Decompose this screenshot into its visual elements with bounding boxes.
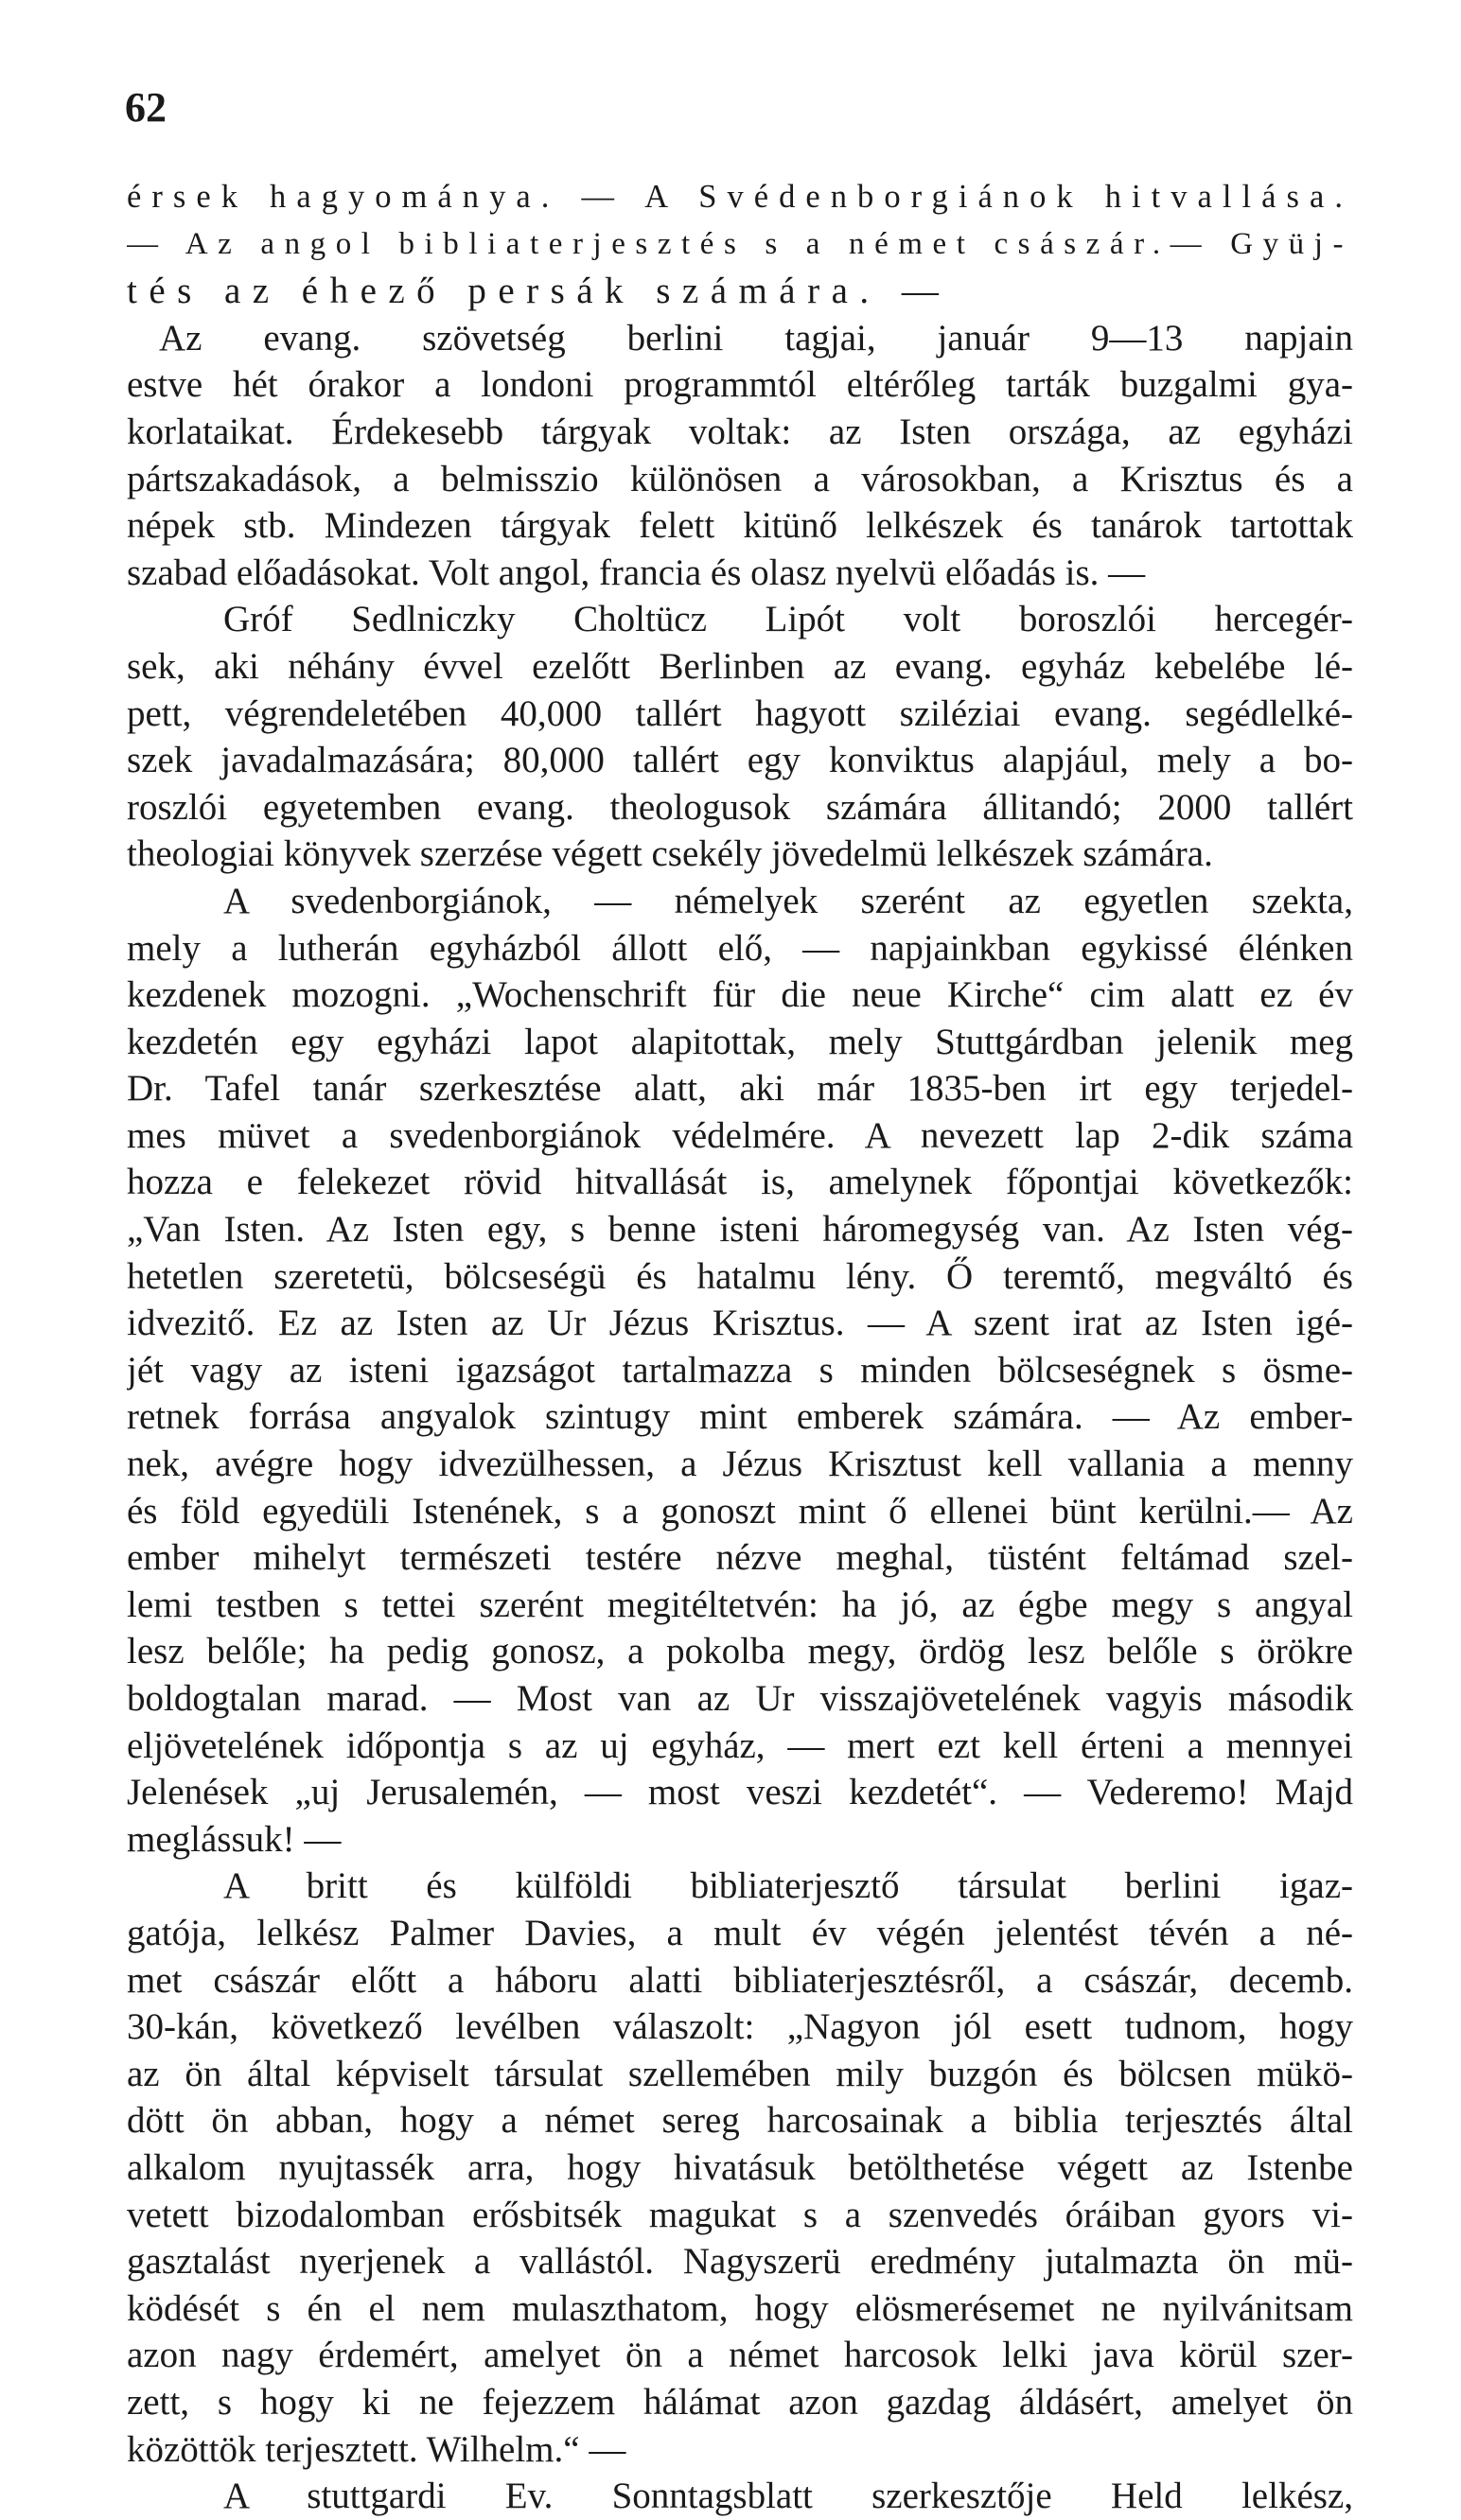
text-line: idvezitő. Ez az Isten az Ur Jézus Krisztus. — A szent irat az Isten igé- xyxy=(127,1303,1353,1344)
text-line: pett, végrendeletében 40,000 tallért hagyott sziléziai evang. segédlelké- xyxy=(127,692,1353,734)
body-text xyxy=(127,174,1353,2520)
text-line: dött ön abban, hogy a német sereg harcosainak a biblia terjesztés által xyxy=(127,2100,1353,2142)
text-line: korlataikat. Érdekesebb tárgyak voltak: az Isten országa, az egyházi xyxy=(127,411,1353,452)
text-line: roszlói egyetemben evang. theologusok számára állitandó; 2000 tallért xyxy=(127,786,1353,828)
text-line: alkalom nyujtassék arra, hogy hivatásuk betölthetése végett az Istenbe xyxy=(127,2146,1353,2188)
text-line: Gróf Sedlniczky Choltücz Lipót volt boroszlói hercegér- xyxy=(223,599,1353,640)
text-line: ködését s én el nem mulaszthatom, hogy elösmerésemet ne nyilvánitsam xyxy=(127,2287,1353,2329)
text-line: Az evang. szövetség berlini tagjai, január 9—13 napjain xyxy=(159,317,1353,359)
text-line: eljövetelének időpontja s az uj egyház, — mert ezt kell érteni a mennyei xyxy=(127,1724,1353,1766)
text-line: gasztalást nyerjenek a vallástól. Nagyszerü eredmény jutalmazta ön mü- xyxy=(127,2241,1353,2283)
text-line: jét vagy az isteni igazságot tartalmazza s minden bölcseségnek s ösme- xyxy=(127,1349,1353,1391)
text-line: gatója, lelkész Palmer Davies, a mult év végén jelentést tévén a né- xyxy=(127,1912,1353,1953)
text-line: estve hét órakor a londoni programmtól eltérőleg tarták buzgalmi gya- xyxy=(127,364,1353,406)
text-line: sek, aki néhány évvel ezelőtt Berlinben az evang. egyház kebelébe lé- xyxy=(127,645,1353,687)
text-line: meglássuk! — xyxy=(127,1818,342,1860)
text-line: met császár előtt a háboru alatti bibliaterjesztésről, a császár, decemb. xyxy=(127,1959,1353,2001)
text-line: Jelenések „uj Jerusalemén, — most veszi kezdetét“. — Vederemo! Majd xyxy=(127,1772,1353,1813)
text-line: lemi testben s tettei szerént megitéltetvén: ha jó, az égbe megy s angyal xyxy=(127,1584,1353,1625)
text-line: 30-kán, következő levélben válaszolt: „Nagyon jól esett tudnom, hogy xyxy=(127,2006,1353,2048)
text-line: szabad előadásokat. Volt angol, francia és olasz nyelvü előadás is. — xyxy=(127,551,1146,593)
text-line: zett, s hogy ki ne fejezzem hálámat azon gazdag áldásért, amelyet ön xyxy=(127,2381,1353,2423)
text-line: A stuttgardi Ev. Sonntagsblatt szerkesztője Held lelkész, xyxy=(223,2476,1353,2517)
text-line: A svedenborgiánok, — némelyek szerént az egyetlen szekta, xyxy=(223,880,1353,921)
text-line: kezdenek mozogni. „Wochenschrift für die neue Kirche“ cim alatt ez év xyxy=(127,974,1353,1016)
text-line: lesz belőle; ha pedig gonosz, a pokolba megy, ördög lesz belőle s örökre xyxy=(127,1631,1353,1672)
text-line: mely a lutherán egyházból állott elő, — napjainkban egykissé élénken xyxy=(127,927,1353,969)
text-line: hozza e felekezet rövid hitvallását is, amelynek főpontjai következők: xyxy=(127,1162,1353,1203)
text-line: érsek hagyománya. — A Svédenborgiánok hitvallása. xyxy=(127,179,1353,215)
text-line: — Az angol bibliaterjesztés s a német császár.— Gyüj- xyxy=(127,226,1353,261)
text-line: az ön által képviselt társulat szellemében mily buzgón és bölcsen mükö- xyxy=(127,2053,1353,2094)
text-line: tés az éhező persák számára. — xyxy=(127,271,951,312)
text-line: A britt és külföldi bibliaterjesztő társulat berlini igaz- xyxy=(223,1865,1353,1907)
text-line: és föld egyedüli Istenének, s a gonoszt mint ő ellenei bünt kerülni.— Az xyxy=(127,1490,1353,1531)
text-line: kezdetén egy egyházi lapot alapitottak, mely Stuttgárdban jelenik meg xyxy=(127,1021,1353,1062)
page-number: 62 xyxy=(125,84,167,131)
text-line: azon nagy érdemért, amelyet ön a német harcosok lelki java körül szer- xyxy=(127,2335,1353,2376)
text-line: közöttök terjesztett. Wilhelm.“ — xyxy=(127,2428,626,2470)
text-line: boldogtalan marad. — Most van az Ur visszajövetelének vagyis második xyxy=(127,1678,1353,1719)
text-line: pártszakadások, a belmisszio különösen a városokban, a Krisztus és a xyxy=(127,458,1353,499)
text-line: theologiai könyvek szerzése végett csekély jövedelmü lelkészek számára. xyxy=(127,833,1213,875)
text-line: „Van Isten. Az Isten egy, s benne isteni háromegység van. Az Isten vég- xyxy=(127,1209,1353,1251)
text-line: retnek forrása angyalok szintugy mint emberek számára. — Az ember- xyxy=(127,1396,1353,1438)
text-line: mes müvet a svedenborgiánok védelmére. A nevezett lap 2-dik száma xyxy=(127,1114,1353,1156)
text-line: szek javadalmazására; 80,000 tallért egy konviktus alapjául, mely a bo- xyxy=(127,740,1353,781)
text-line: nek, avégre hogy idvezülhessen, a Jézus Krisztust kell vallania a menny xyxy=(127,1444,1353,1485)
text-line: népek stb. Mindezen tárgyak felett kitünő lelkészek és tanárok tartottak xyxy=(127,505,1353,547)
text-line: vetett bizodalomban erősbitsék magukat s a szenvedés óráiban gyors vi- xyxy=(127,2194,1353,2235)
text-line: Dr. Tafel tanár szerkesztése alatt, aki már 1835-ben irt egy terjedel- xyxy=(127,1068,1353,1110)
text-line: ember mihelyt természeti testére nézve meghal, tüstént feltámad szel- xyxy=(127,1537,1353,1579)
text-line: hetetlen szeretetü, bölcseségü és hatalmu lény. Ő teremtő, megváltó és xyxy=(127,1255,1353,1297)
